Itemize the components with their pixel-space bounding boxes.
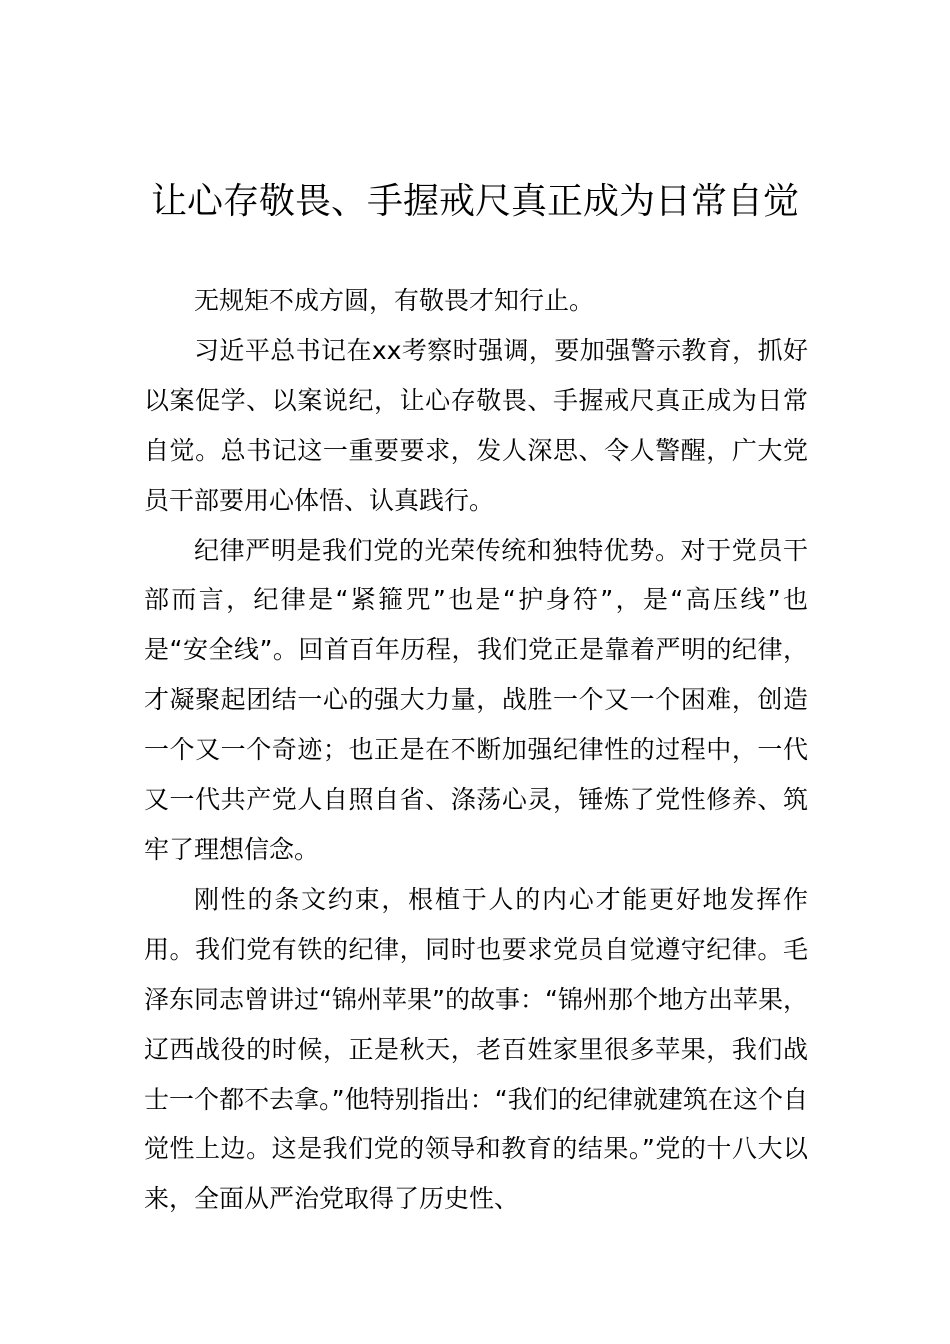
paragraph-1: 无规矩不成方圆，有敬畏才知行止。 (194, 286, 595, 315)
paragraph-3: 纪律严明是我们党的光荣传统和独特优势。对于党员干部而言，纪律是“紧箍咒”也是“护身符”，是“高压线”也是“安全线”。回首百年历程，我们党正是靠着严明的纪律，才凝聚起团结一心的强大力量，战胜一个又一个困难，创造一个又一个奇迹；也正是在不断加强纪律性的过程中，一代又一代共产党人自照自省、涤荡心灵，锤炼了党性修养、筑牢了理想信念。 (144, 535, 808, 864)
paragraph-2: 习近平总书记在xx考察时强调，要加强警示教育，抓好以案促学、以案说纪，让心存敬畏、手握戒尺真正成为日常自觉。总书记这一重要要求，发人深思、令人警醒，广大党员干部要用心体悟、认真践行。 (144, 335, 808, 515)
document-body (144, 276, 808, 1224)
paragraph-4: 刚性的条文约束，根植于人的内心才能更好地发挥作用。我们党有铁的纪律，同时也要求党员自觉遵守纪律。毛泽东同志曾讲过“锦州苹果”的故事：“锦州那个地方出苹果，辽西战役的时候，正是秋天，老百姓家里很多苹果，我们战士一个都不去拿。”他特别指出：“我们的纪律就建筑在这个自觉性上边。这是我们党的领导和教育的结果。”党的十八大以来，全面从严治党取得了历史性、 (144, 884, 808, 1214)
document-title: 让心存敬畏、手握戒尺真正成为日常自觉 (150, 181, 799, 222)
